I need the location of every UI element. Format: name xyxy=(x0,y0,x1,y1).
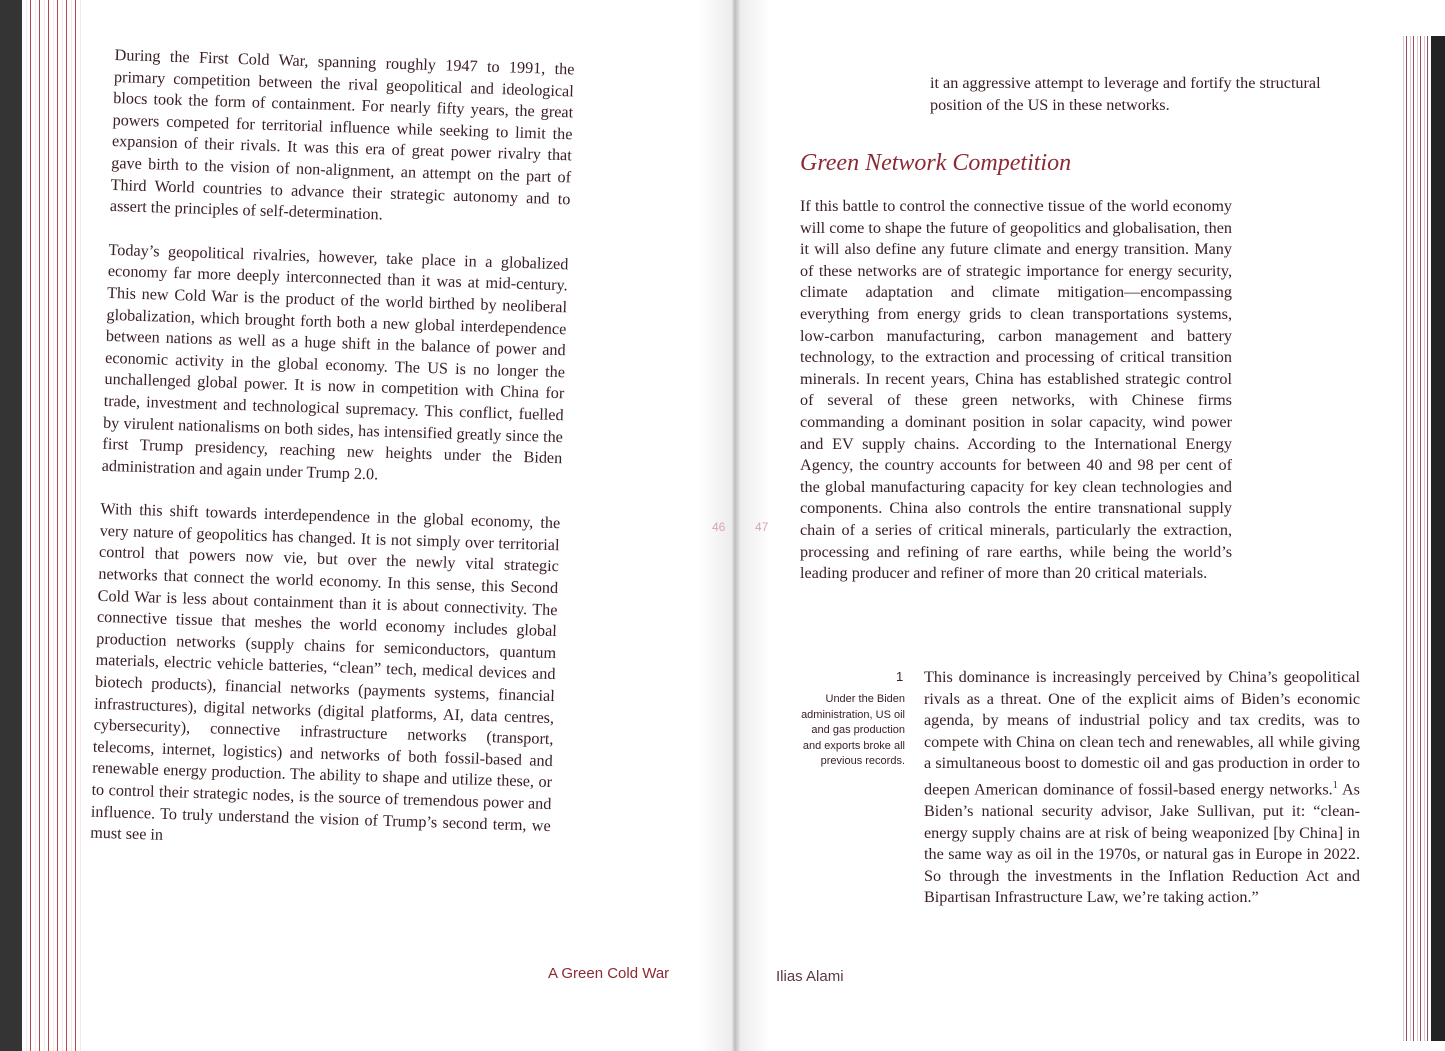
right-continuation-text: it an aggressive attempt to leverage and fortify the structural position of the US in these networks. xyxy=(930,74,1321,114)
left-paragraph-2: Today’s geopolitical rivalries, however, take place in a globalized economy far more deeply interconnected than it was at mid-century. This new Cold War is the product of the world birthed by neoliberal globalization, which brought forth both a new global interdependence between nations as well as a huge shift in the balance of power and economic activity in the global economy. The US is no longer the unchallenged global power. It is now in competition with China for trade, investment and technological supremacy. This conflict, fuelled by virulent nationalisms on both sides, has intensified greatly since the first Trump presidency, reaching new heights under the Biden administration and again under Trump 2.0. xyxy=(101,240,569,484)
section-heading: Green Network Competition xyxy=(800,150,1072,176)
footnote-reference: 1 xyxy=(1332,779,1338,791)
page-number-left: 46 xyxy=(712,520,726,534)
right-paragraph-1: If this battle to control the connective tissue of the world economy will come to shape the future of geopolitics and globalisation, then it will also define any future climate and energy transition. Many of these networks are of strategic importance for energy security, climate adaptation and climate mitigation—encompassing everything from energy grids to clean transportations systems, low-carbon manufacturing, carbon management and battery technology, to the extraction and processing of critical transition minerals. In recent years, China has established strategic control of several of these green networks, with Chinese firms commanding a dominant position in solar capacity, wind power and EV supply chains. According to the International Energy Agency, the country accounts for between 40 and 98 per cent of the global manufacturing capacity for key clean technologies and components. China also controls the entire transnational supply chain of a series of critical minerals, particularly the extraction, processing and refining of rare earths, while being the world’s leading producer and refiner of more than 20 critical materials. xyxy=(800,197,1233,583)
margin-note: Under the Biden administration, US oil and gas production and exports broke all previous records. xyxy=(801,693,905,767)
left-paragraph-1: During the First Cold War, spanning roughly 1947 to 1991, the primary competition between the rival geopolitical and ideological blocs took the form of containment. For nearly fifty years, the great powers competed for territorial influence while seeking to limit the expansion of their rivals. It was this era of great power rivalry that gave birth to the vision of non-alignment, an attempt on the part of Third World countries to advance their strategic autonomy and to assert the principles of self-determination. xyxy=(109,45,575,224)
left-page-edges xyxy=(22,0,82,1051)
running-footer-title: A Green Cold War xyxy=(548,965,670,982)
running-footer-author: Ilias Alami xyxy=(776,968,844,985)
paragraph-2-text-continued: As Biden’s national security advisor, Jake Sullivan, put it: “clean-energy supply chains are at risk of being weaponized [by China] in the same way as oil in the 1970s, or natural gas in Europe in 2022. So through the investments in the Inflation Reduction Act and Bipartisan Infrastructure Law, we’re taking action.” xyxy=(924,780,1360,907)
left-page-body xyxy=(89,45,575,881)
left-paragraph-3: With this shift towards interdependence in the global economy, the very nature of geopolitics has changed. It is not simply over territorial control that powers now vie, but over the newly vital strategic networks that connect the world economy. In this sense, this Second Cold War is less about containment than it is about connectivity. The connective tissue that meshes the world economy includes global production networks (supply chains for semiconductors, quantum materials, electric vehicle batteries, “clean” tech, medical devices and biotech products), financial networks (payments systems, financial infrastructures), digital networks (digital platforms, AI, data centres, cybersecurity), connective infrastructure networks (transport, telecoms, internet, logistics) and networks of both fossil-based and renewable energy production. The ability to shape and utilize these, or to control their strategic nodes, is the source of tremendous power and influence. To truly understand the vision of Trump’s second term, we must see in xyxy=(89,500,561,845)
paragraph-2-text: This dominance is increasingly perceived by China’s geopolitical rivals as a threat. One of the explicit aims of Biden’s economic agenda, by means of industrial policy and tax credits, was to compete with China on clean tech and renewables, all while giving a simultaneous boost to domestic oil and gas production in order to deepen American dominance of fossil-based energy networks. xyxy=(924,668,1360,799)
right-page-edges xyxy=(1400,36,1445,1041)
margin-note-number: 1 xyxy=(896,669,904,684)
right-paragraph-2 xyxy=(924,667,1360,909)
page-number-right: 47 xyxy=(755,520,769,534)
